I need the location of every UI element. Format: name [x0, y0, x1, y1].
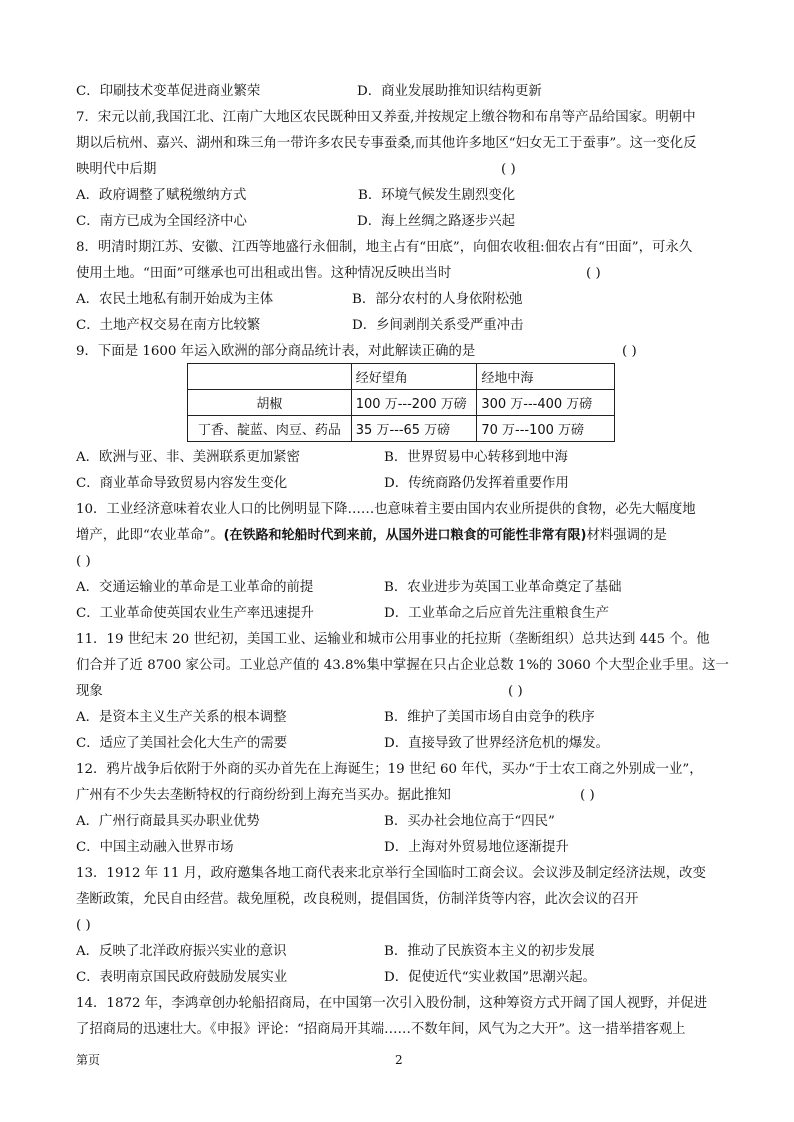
q14-stem-line-1: 14．1872 年，李鸿章创办轮船招商局，在中国第一次引入股份制，这种筹资方式开阔了国人视野，并促进 [76, 996, 708, 1011]
q8-option-b: B．部分农村的人身依附松弛 [352, 292, 523, 307]
table-cell: 300 万---400 万磅 [477, 390, 615, 416]
q8-option-c: C．土地产权交易在南方比较繁 [76, 318, 261, 333]
q7-stem-line-1: 7．宋元以前,我国江北、江南广大地区农民既种田又养蚕,并按规定上缴谷物和布帛等产品给国家。明朝中 [76, 110, 696, 125]
q13-stem-line-2: 垄断政策，允民自由经营。裁免厘税，改良税则，提倡国货，仿制洋货等内容，此次会议的召开 [76, 892, 639, 907]
q12-stem-line-1: 12．鸦片战争后依附于外商的买办首先在上海诞生；19 世纪 60 年代，买办“于士农工商之外别成一业”， [76, 762, 703, 777]
q11-stem-line-2: 们合并了近 8700 家公司。工业总产值的 43.8%集中掌握在只占企业总数 1%的 3060 个大型企业手里。这一 [76, 658, 729, 673]
q9-option-c: C．商业革命导致贸易内容发生变化 [76, 476, 288, 491]
q10-stem-tail: 材料强调的是 [586, 528, 667, 543]
q12-option-b: B．买办社会地位高于“四民” [384, 814, 555, 829]
q8-stem-line-1: 8．明清时期江苏、安徽、江西等地盛行永佃制，地主占有“田底”，向佃农收租:佃农占有“田面”，可永久 [76, 240, 693, 255]
q8-option-a: A．农民土地私有制开始成为主体 [76, 292, 274, 307]
table-header-cell: 经地中海 [477, 364, 615, 390]
footer-label: 第页 [76, 1053, 101, 1067]
q10-stem-text: 增产，此即“农业革命”。 [76, 528, 224, 543]
table-header-cell [188, 364, 352, 390]
table-cell: 100 万---200 万磅 [351, 390, 477, 416]
q7-stem-line-3: 映明代中后期 [76, 162, 157, 177]
table-header-cell: 经好望角 [351, 364, 477, 390]
q11-option-b: B．维护了美国市场自由竞争的秩序 [384, 710, 595, 725]
q10-answer-blank: ( ) [76, 554, 91, 569]
q14-stem-line-2: 了招商局的迅速壮大。《申报》评论：“招商局开其端……不数年间，风气为之大开”。这一措举措客观上 [76, 1022, 686, 1037]
q7-option-a: A．政府调整了赋税缴纳方式 [76, 188, 247, 203]
commodity-table [187, 363, 615, 442]
q6-option-c: C．印刷技术变革促进商业繁荣 [76, 84, 261, 99]
q12-stem-line-2: 广州有不少失去垄断特权的行商纷纷到上海充当买办。据此推知 [76, 788, 451, 803]
q7-option-c: C．南方已成为全国经济中心 [76, 214, 247, 229]
q8-answer-blank: ( ) [586, 266, 601, 281]
table-row [188, 390, 615, 416]
q13-stem-line-1: 13．1912 年 11 月，政府邀集各地工商代表来北京举行全国临时工商会议。会议涉及制定经济法规，改变 [76, 866, 706, 881]
q13-option-d: D．促使近代“实业救国”思潮兴起。 [384, 970, 596, 985]
q11-stem-line-1: 11．19 世纪末 20 世纪初，美国工业、运输业和城市公用事业的托拉斯（垄断组织）总共达到 445 个。他 [76, 632, 710, 647]
page-number: 2 [395, 1053, 403, 1067]
table-cell: 35 万---65 万磅 [351, 416, 477, 442]
q13-option-a: A．反映了北洋政府振兴实业的意识 [76, 944, 287, 959]
q6-option-d: D．商业发展助推知识结构更新 [357, 84, 542, 99]
table-header-row [188, 364, 615, 390]
q10-stem-line-2 [76, 527, 667, 545]
table-cell: 丁香、靛蓝、肉豆、药品 [188, 416, 352, 442]
q9-option-b: B．世界贸易中心转移到地中海 [384, 450, 568, 465]
q9-stem: 9．下面是 1600 年运入欧洲的部分商品统计表，对此解读正确的是 [76, 344, 476, 359]
q12-answer-blank: ( ) [580, 788, 595, 803]
q7-option-d: D．海上丝绸之路逐步兴起 [357, 214, 516, 229]
q11-stem-line-3: 现象 [76, 684, 103, 699]
q13-answer-blank: ( ) [76, 918, 91, 933]
q12-option-c: C．中国主动融入世界市场 [76, 840, 234, 855]
q10-option-a: A．交通运输业的革命是工业革命的前提 [76, 580, 314, 595]
q9-answer-blank: ( ) [622, 344, 637, 359]
table-row [188, 416, 615, 442]
table-cell: 胡椒 [188, 390, 352, 416]
q11-option-a: A．是资本主义生产关系的根本调整 [76, 710, 287, 725]
q7-stem-line-2: 期以后杭州、嘉兴、湖州和珠三角一带许多农民专事蚕桑,而其他许多地区“妇女无工于蚕事”。这一变化反 [76, 136, 697, 151]
q11-option-d: D．直接导致了世界经济危机的爆发。 [384, 736, 609, 751]
q11-option-c: C．适应了美国社会化大生产的需要 [76, 736, 288, 751]
q13-option-c: C．表明南京国民政府鼓励发展实业 [76, 970, 288, 985]
q7-answer-blank: ( ) [501, 162, 516, 177]
q10-option-d: D．工业革命之后应首先注重粮食生产 [384, 606, 609, 621]
q8-option-d: D．乡间剥削关系受严重冲击 [352, 318, 524, 333]
q8-stem-line-2: 使用土地。“田面”可继承也可出租或出售。这种情况反映出当时 [76, 266, 452, 281]
q9-option-a: A．欧洲与亚、非、美洲联系更加紧密 [76, 450, 300, 465]
q11-answer-blank: ( ) [508, 684, 523, 699]
q10-option-c: C．工业革命使英国农业生产率迅速提升 [76, 606, 314, 621]
q12-option-a: A．广州行商最具买办职业优势 [76, 814, 260, 829]
q13-option-b: B．推动了民族资本主义的初步发展 [384, 944, 595, 959]
q7-option-b: B．环境气候发生剧烈变化 [358, 188, 516, 203]
q12-option-d: D．上海对外贸易地位逐渐提升 [384, 840, 569, 855]
table-cell: 70 万---100 万磅 [477, 416, 615, 442]
q10-stem-bold-note: (在铁路和轮船时代到来前，从国外进口粮食的可能性非常有限) [223, 528, 587, 543]
q10-stem-line-1: 10．工业经济意味着农业人口的比例明显下降……也意味着主要由国内农业所提供的食物，必先大幅度地 [76, 502, 696, 517]
q10-option-b: B．农业进步为英国工业革命奠定了基础 [384, 580, 622, 595]
q9-option-d: D．传统商路仍发挥着重要作用 [384, 476, 569, 491]
